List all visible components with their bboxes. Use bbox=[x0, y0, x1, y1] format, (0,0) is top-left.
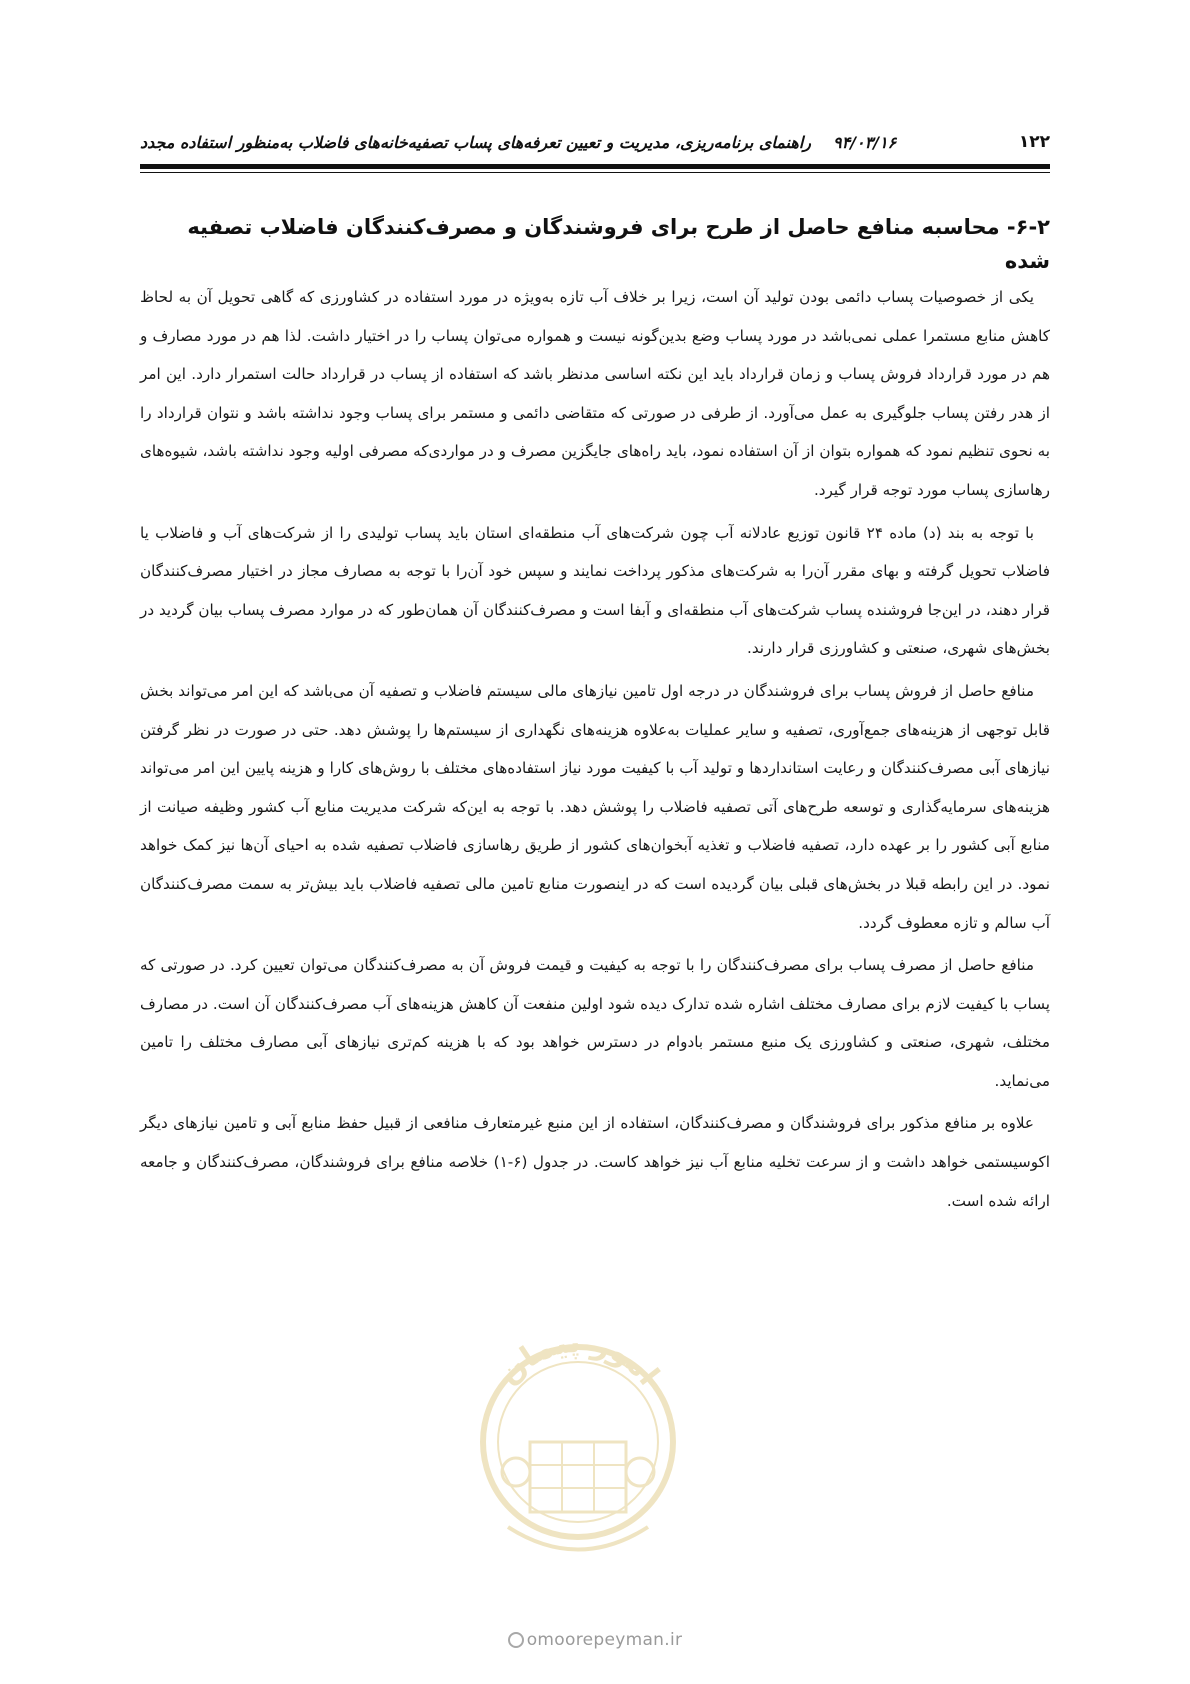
running-header bbox=[140, 124, 1050, 160]
paragraph-3: منافع حاصل از فروش پساب برای فروشندگان در درجه اول تامین نیازهای مالی سیستم فاضلاب و تصفیه آن می‌باشد که این امر می‌تواند بخش قابل توجهی از هزینه‌های جمع‌آوری، تصفیه و سایر عملیات به‌علاوه هزینه‌های نگهداری از سیستم‌ها را پوشش دهد. حتی در صورت در نظر گرفتن نیازهای آبی مصرف‌کنندگان و رعایت استانداردها و تولید آب با کیفیت مورد نیاز استفاده‌های مختلف با روش‌های کارا و هزینه پایین این امر می‌تواند هزینه‌های سرمایه‌گذاری و توسعه طرح‌های آتی تصفیه فاضلاب را پوشش دهد. با توجه به این‌که شرکت مدیریت منابع آب کشور وظیفه صیانت از منابع آبی کشور را بر عهده دارد، تصفیه فاضلاب و تغذیه آبخوان‌های کشور از طریق رهاسازی فاضلاب تصفیه شده به احیای آن‌ها نیز کمک خواهد نمود. در این رابطه قبلا در بخش‌های قبلی بیان گردیده است که در اینصورت منابع تامین مالی تصفیه فاضلاب باید بیش‌تر به سمت مصرف‌کنندگان آب سالم و تازه معطوف گردد. bbox=[140, 681, 1050, 932]
paragraph-2: با توجه به بند (د) ماده ۲۴ قانون توزیع عادلانه آب چون شرکت‌های آب منطقه‌ای استان باید پساب تولیدی را از شرکت‌های آب و فاضلاب یا فاضلاب تحویل گرفته و بهای مقرر آن‌را به شرکت‌های مذکور پرداخت نمایند و سپس خود آن‌را با توجه به مصارف مجاز در اختیار مصرف‌کنندگان قرار دهند، در این‌جا فروشنده پساب شرکت‌های آب منطقه‌ای و آبفا است و مصرف‌کنندگان آن همان‌طور که در موارد مصرف پساب بیان گردید در بخش‌های شهری، صنعتی و کشاورزی قرار دارند. bbox=[140, 523, 1050, 658]
header-date: ۹۴/۰۳/۱۶ bbox=[833, 132, 897, 152]
header-title-group bbox=[140, 133, 896, 152]
paragraph-1: یکی از خصوصیات پساب دائمی بودن تولید آن است، زیرا بر خلاف آب تازه به‌ویژه در مورد استفاده در کشاورزی که گاهی تحویل آن به لحاظ کاهش منابع مستمرا عملی نمی‌باشد در مورد پساب وضع بدین‌گونه نیست و همواره می‌توان پساب را در اختیار داشت. لذا هم در مورد مصارف و هم در مورد قرارداد فروش پساب و زمان قرارداد باید این نکته اساسی مدنظر باشد که استفاده از پساب در قرارداد حالت استمرار دارد. این امر از هدر رفتن پساب جلوگیری به عمل می‌آورد. از طرفی در صورتی که متقاضی دائمی و مستمر برای پساب وجود نداشته باشد و نتوان قرارداد را به نحوی تنظیم نمود که همواره بتوان از آن استفاده نمود، باید راه‌های جایگزین مصرف و در مواردی‌که مصرفی اولیه وجود نداشته باشد، شیوه‌های رهاسازی پساب مورد توجه قرار گیرد. bbox=[140, 288, 1050, 499]
paragraph-4: منافع حاصل از مصرف پساب برای مصرف‌کنندگان را با توجه به کیفیت و قیمت فروش آن به مصرف‌کنندگان می‌توان تعیین کرد. در صورتی که پساب با کیفیت لازم برای مصارف مختلف اشاره شده تدارک دیده شود اولین منفعت آن کاهش هزینه‌های آب مصرف‌کنندگان آن است. در مصارف مختلف، شهری، صنعتی و کشاورزی یک منبع مستمر بادوام در دسترس خواهد بود که با هزینه کم‌تری نیازهای آبی مصارف مختلف را تامین می‌نماید. bbox=[140, 956, 1050, 1090]
svg-text:امور پیمان bbox=[491, 1325, 665, 1392]
watermark-seal-icon bbox=[468, 1322, 688, 1582]
page-number: ۱۲۲ bbox=[1018, 132, 1050, 152]
body-text bbox=[140, 278, 1050, 1224]
at-sign-icon bbox=[508, 1632, 524, 1648]
header-title: راهنمای برنامه‌ریزی، مدیریت و تعیین تعرفه‌های پساب تصفیه‌خانه‌های فاضلاب به‌منظور استفاده مجدد bbox=[140, 132, 811, 152]
watermark-seal-text: امور پیمان bbox=[491, 1324, 666, 1392]
header-rule-thin bbox=[140, 172, 1050, 173]
watermark-url bbox=[0, 1630, 1190, 1650]
header-rule-thick bbox=[140, 164, 1050, 169]
section-heading: ۶-۲- محاسبه منافع حاصل از طرح برای فروشندگان و مصرف‌کنندگان فاضلاب تصفیه شده bbox=[187, 215, 1050, 273]
paragraph-5: علاوه بر منافع مذکور برای فروشندگان و مصرف‌کنندگان، استفاده از این منبع غیرمتعارف منافعی از قبیل حفظ منابع آبی و تامین نیازهای دیگر اکوسیستمی خواهد داشت و از سرعت تخلیه منابع آب نیز خواهد کاست. در جدول (۶-۱) خلاصه منافع برای فروشندگان، مصرف‌کنندگان و جامعه ارائه شده است. bbox=[140, 1114, 1050, 1210]
watermark-url-text: omoorepeyman.ir bbox=[526, 1630, 683, 1650]
